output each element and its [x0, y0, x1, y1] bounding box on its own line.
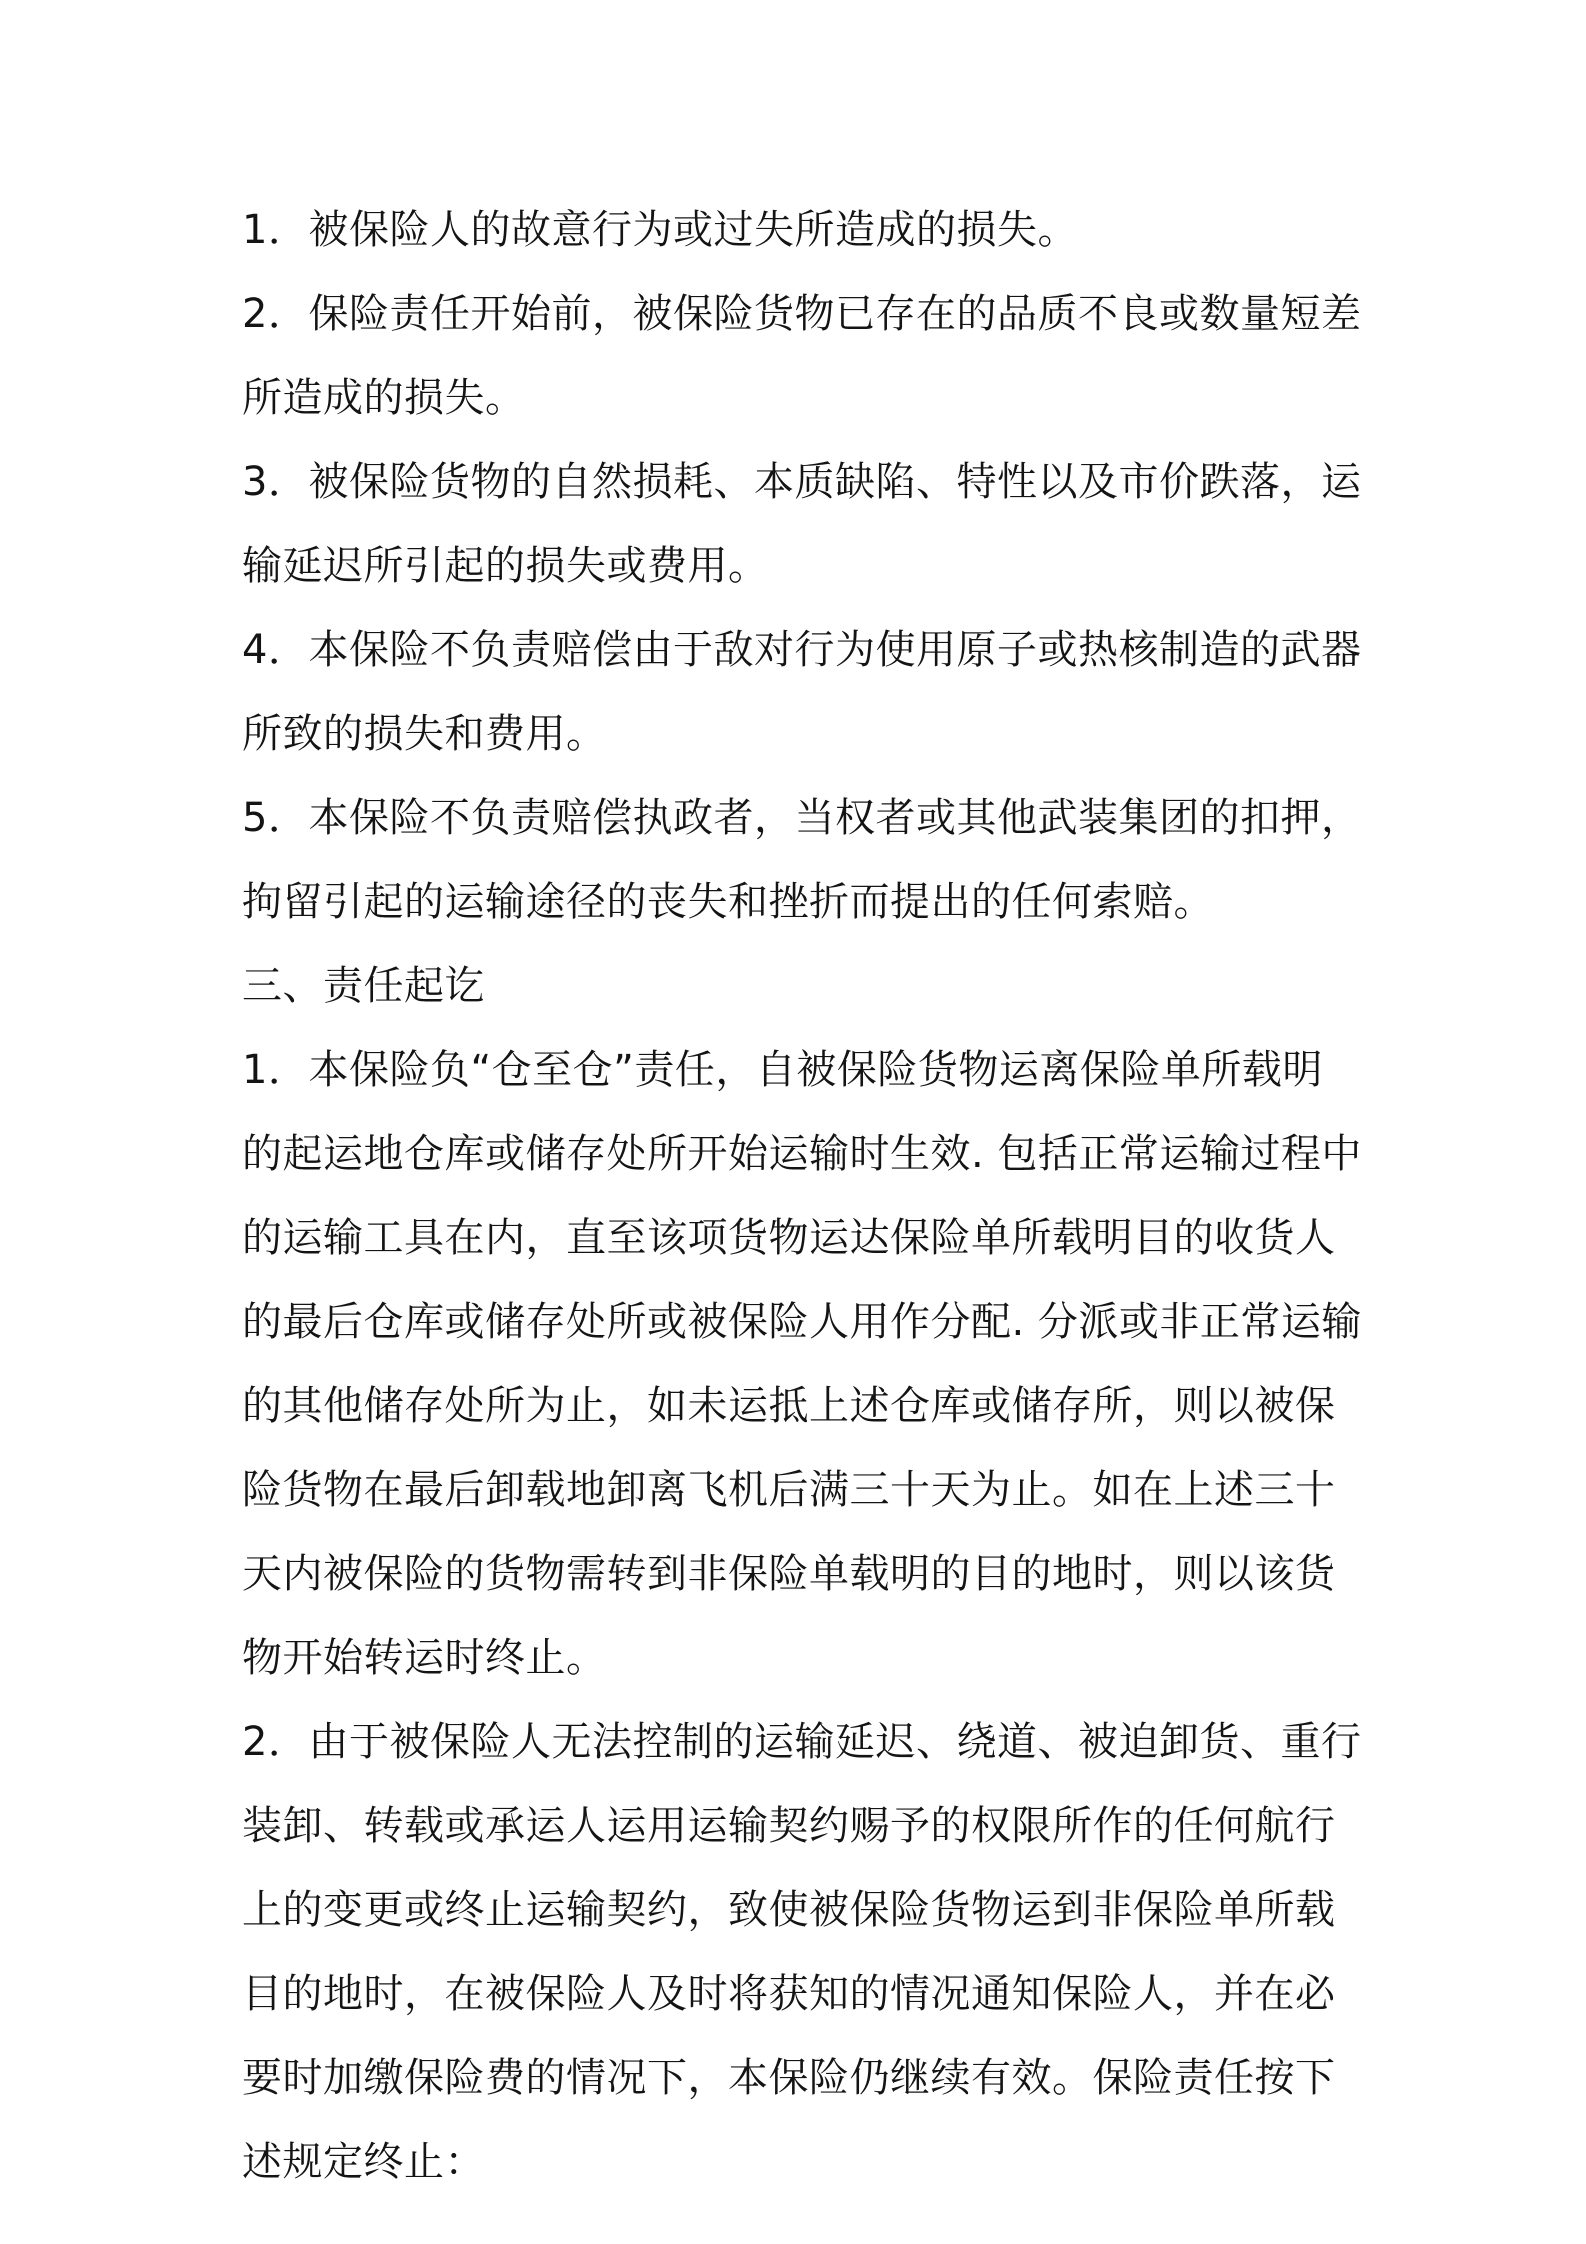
coverage-period-item-2: 2．由于被保险人无法控制的运输延迟、绕道、被迫卸货、重行装卸、转载或承运人运用运输契约赐予的权限所作的任何航行上的变更或终止运输契约，致使被保险货物运到非保险单所载目的地时，在被保险人及时将获知的情况通知保险人，并在必要时加缴保险费的情况下，本保险仍继续有效。保险责任按下述规定终止：: [242, 1719, 1362, 2185]
exclusion-item-4: 4．本保险不负责赔偿由于敌对行为使用原子或热核制造的武器所致的损失和费用。: [242, 627, 1362, 757]
exclusion-item-3: 3．被保险货物的自然损耗、本质缺陷、特性以及市价跌落，运输延迟所引起的损失或费用。: [242, 459, 1362, 589]
exclusion-item-1: 1．被保险人的故意行为或过失所造成的损失。: [242, 207, 1078, 253]
coverage-period-item-1: 1．本保险负“仓至仓”责任，自被保险货物运离保险单所载明的起运地仓库或储存处所开始运输时生效. 包括正常运输过程中的运输工具在内，直至该项货物运达保险单所载明目的收货人的最后仓库或储存处所或被保险人用作分配. 分派或非正常运输的其他储存处所为止，如未运抵上述仓库或储存所，则以被保险货物在最后卸载地卸离飞机后满三十天为止。如在上述三十天内被保险的货物需转到非保险单载明的目的地时，则以该货物开始转运时终止。: [242, 1047, 1362, 1681]
document-body: [242, 188, 1362, 2204]
section-heading: 三、责任起讫: [242, 963, 485, 1009]
exclusion-item-2: 2．保险责任开始前，被保险货物已存在的品质不良或数量短差所造成的损失。: [242, 291, 1362, 421]
exclusion-item-5: 5．本保险不负责赔偿执政者，当权者或其他武装集团的扣押，拘留引起的运输途径的丧失和挫折而提出的任何索赔。: [242, 795, 1362, 925]
